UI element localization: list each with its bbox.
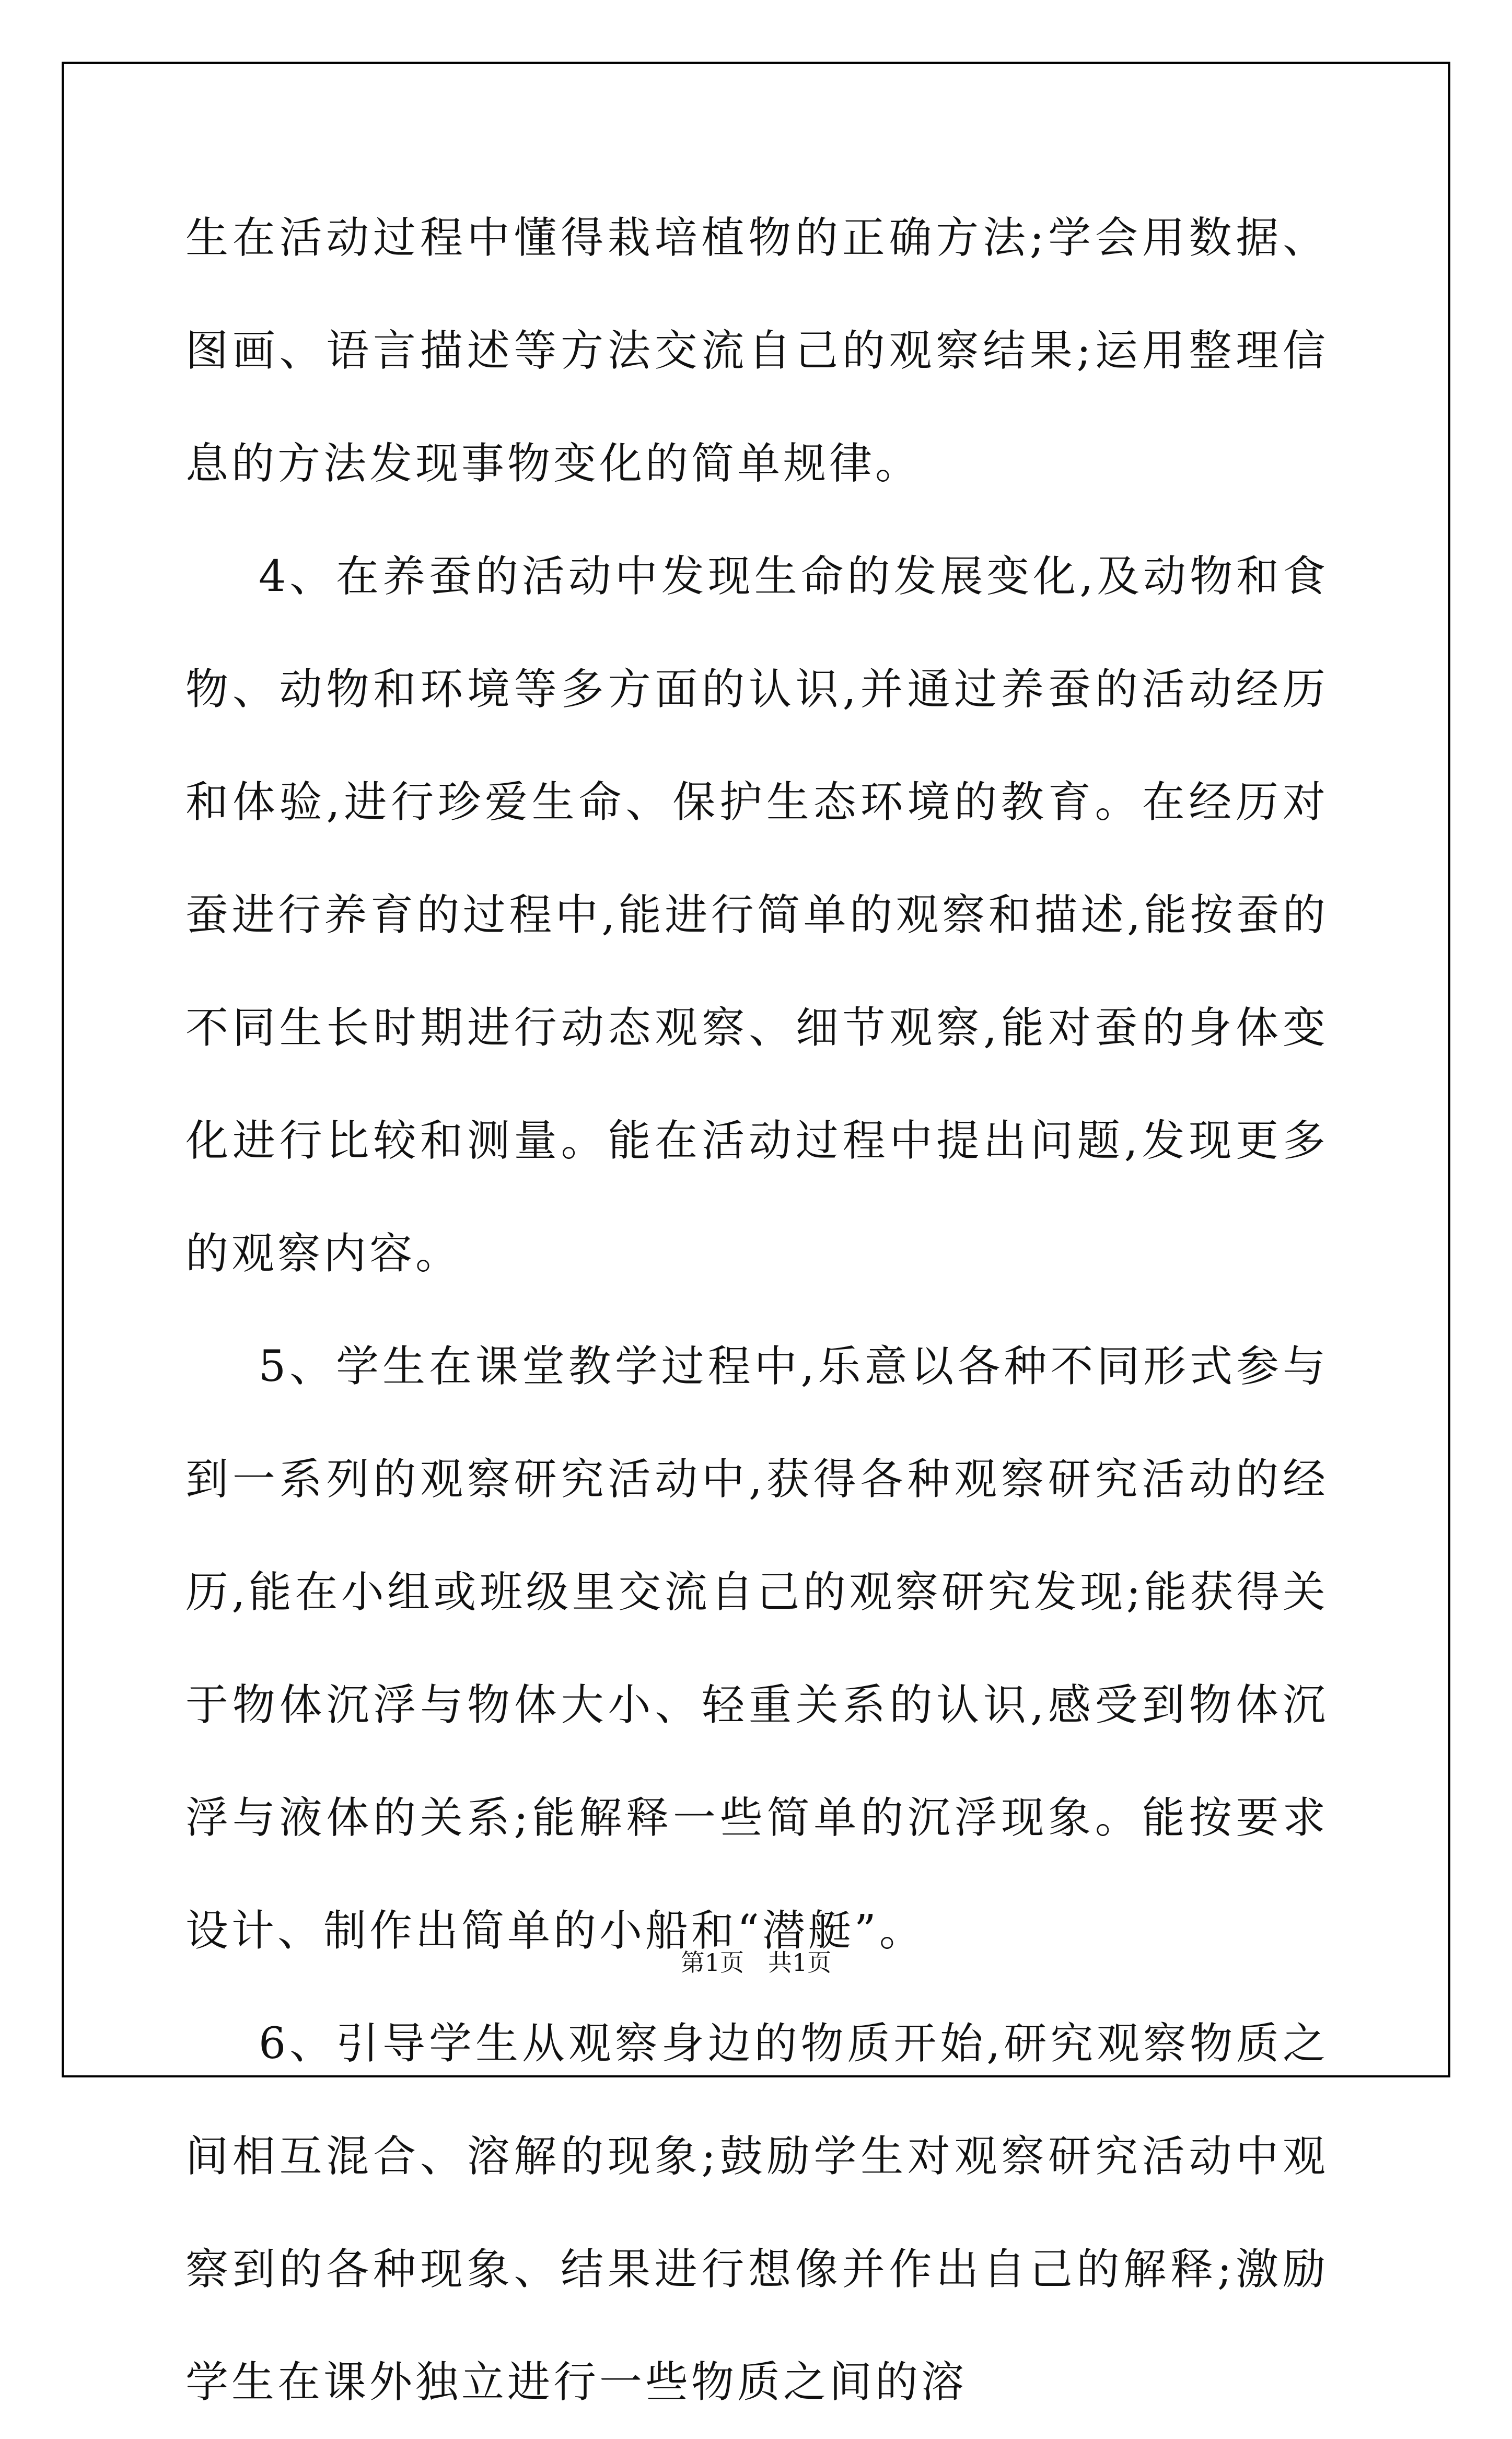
document-body	[185, 182, 1329, 2439]
paragraph-item-5: 5、学生在课堂教学过程中,乐意以各种不同形式参与到一系列的观察研究活动中,获得各种观察研究活动的经历,能在小组或班级里交流自己的观察研究发现;能获得关于物体沉浮与物体大小、轻重关系的认识,感受到物体沉浮与液体的关系;能解释一些简单的沉浮现象。能按要求设计、制作出简单的小船和“潜艇”。	[185, 1342, 1329, 1956]
paragraph-continuation: 生在活动过程中懂得栽培植物的正确方法;学会用数据、图画、语言描述等方法交流自己的观察结果;运用整理信息的方法发现事物变化的简单规律。	[185, 213, 1329, 489]
page-footer	[0, 1944, 1512, 1978]
page-number: 第1页	[680, 1948, 744, 1977]
page-total: 共1页	[768, 1948, 832, 1977]
paragraph-item-4: 4、在养蚕的活动中发现生命的发展变化,及动物和食物、动物和环境等多方面的认识,并通过养蚕的活动经历和体验,进行珍爱生命、保护生态环境的教育。在经历对蚕进行养育的过程中,能进行简单的观察和描述,能按蚕的不同生长时期进行动态观察、细节观察,能对蚕的身体变化进行比较和测量。能在活动过程中提出问题,发现更多的观察内容。	[185, 552, 1329, 1279]
paragraph-item-6: 6、引导学生从观察身边的物质开始,研究观察物质之间相互混合、溶解的现象;鼓励学生对观察研究活动中观察到的各种现象、结果进行想像并作出自己的解释;激励学生在课外独立进行一些物质之间的溶	[185, 2019, 1329, 2407]
